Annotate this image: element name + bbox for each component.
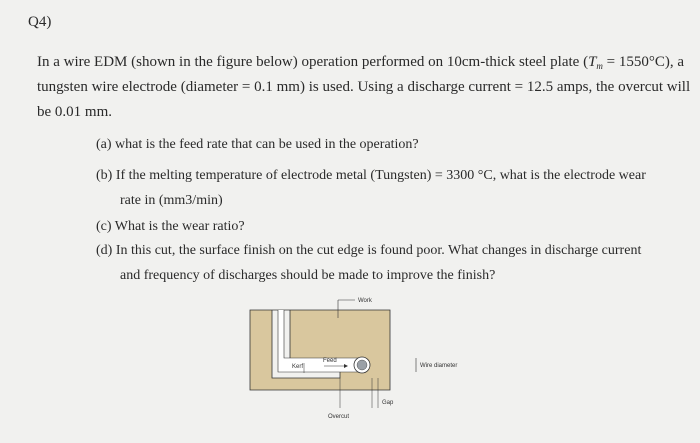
question-number: Q4) bbox=[28, 14, 52, 30]
part-b-text: If the melting temperature of electrode metal (Tungsten) = 3300 °C, what is the electrode wear bbox=[115, 168, 646, 183]
part-c bbox=[96, 219, 245, 235]
wire-electrode-core bbox=[357, 360, 367, 370]
label-kerf: Kerf bbox=[292, 364, 304, 370]
part-d-label: (d) bbox=[96, 243, 113, 258]
part-c-text: What is the wear ratio? bbox=[114, 219, 245, 234]
part-b-continuation: rate in (mm3/min) bbox=[120, 193, 223, 208]
intro-line-3: be 0.01 mm. bbox=[37, 104, 112, 120]
intro-line-1 bbox=[37, 54, 684, 71]
part-b bbox=[96, 168, 646, 184]
intro-line-2: tungsten wire electrode (diameter = 0.1 mm) is used. Using a discharge current = 12.5 amps, the overcut will bbox=[37, 79, 691, 95]
part-d-continuation: and frequency of discharges should be made to improve the finish? bbox=[120, 268, 496, 283]
intro-line-1-post: = 1550°C), a bbox=[602, 54, 685, 70]
label-gap: Gap bbox=[382, 400, 394, 406]
workpiece-shape bbox=[250, 310, 390, 390]
melting-temp-symbol: T bbox=[588, 54, 597, 70]
part-a-label: (a) bbox=[96, 137, 112, 152]
part-a bbox=[96, 137, 419, 153]
label-overcut: Overcut bbox=[328, 414, 350, 420]
label-feed: Feed bbox=[323, 358, 337, 364]
part-d-text: In this cut, the surface finish on the cut edge is found poor. What changes in discharge current bbox=[115, 243, 642, 258]
wire-edm-figure bbox=[240, 290, 490, 420]
wire-edm-diagram bbox=[240, 290, 490, 420]
part-b-label: (b) bbox=[96, 168, 113, 183]
part-a-text: what is the feed rate that can be used in the operation? bbox=[115, 137, 419, 152]
intro-line-1-pre: In a wire EDM (shown in the figure below) operation performed on 10cm-thick steel plate ( bbox=[37, 54, 589, 70]
label-wire-diameter: Wire diameter bbox=[420, 363, 458, 369]
melting-temp-subscript: m bbox=[596, 61, 603, 71]
part-d bbox=[96, 243, 641, 259]
label-work: Work bbox=[358, 298, 372, 304]
part-c-label: (c) bbox=[96, 219, 112, 234]
